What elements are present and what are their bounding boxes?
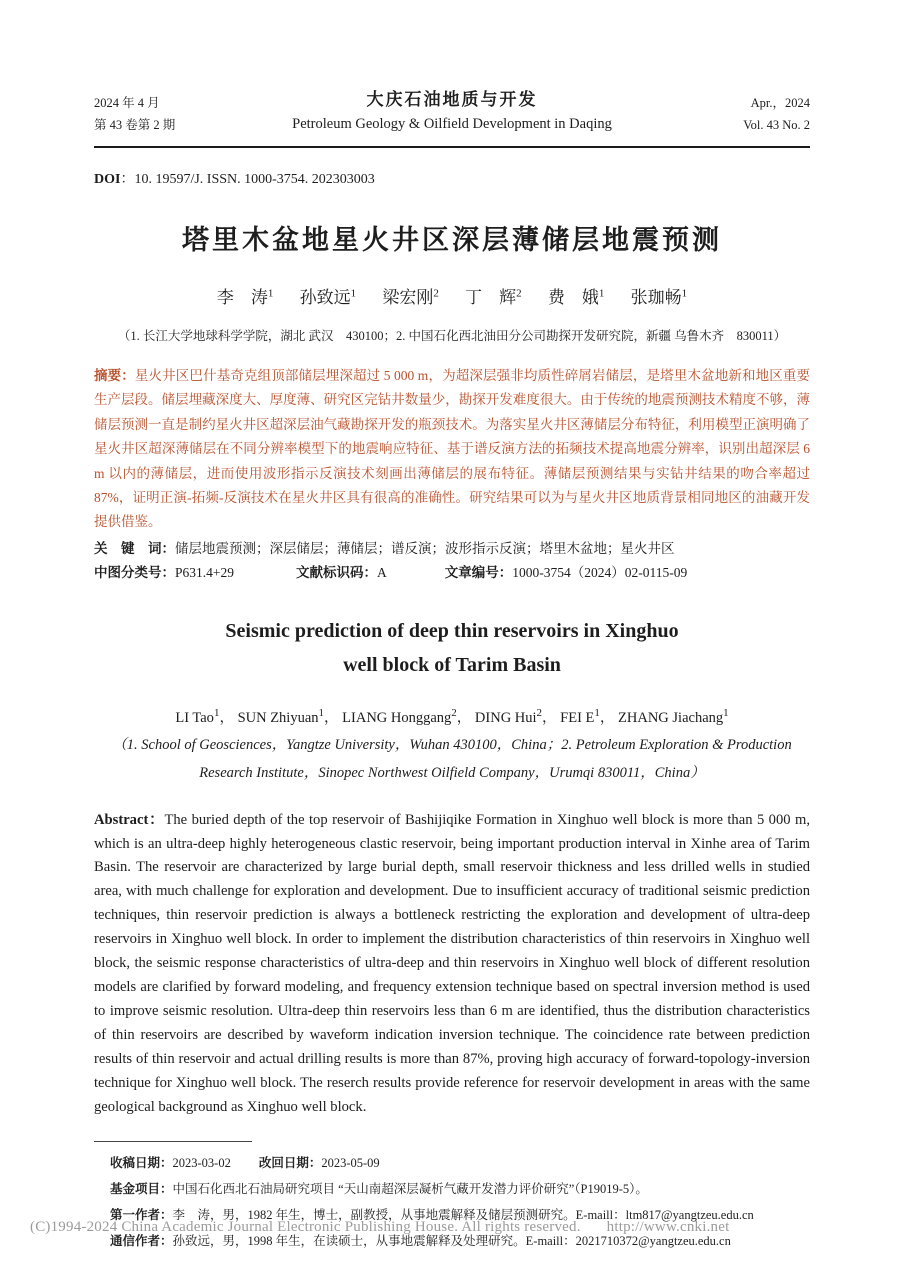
abstract-text-cn: 星火井区巴什基奇克组顶部储层埋深超过 5 000 m，为超深层强非均质性碎屑岩储层，是塔里木盆地新和地区重要生产层段。储层埋藏深度大、厚度薄、研究区完钻井数量少，勘探开发难度很大。由于传统的地震预测技术精度不够，薄储层预测一直是制约星火井区超深层油气藏勘探开发的瓶颈技术。为落实星火井区薄储层分布特征，利用模型正演明确了星火井区超深薄储层在不同分辨率模型下的地震响应特征、基于谱反演方法的拓频技术提高地震分辨率，识别出超深层 6 m 以内的薄储层，进而使用波形指示反演技术刻画出薄储层的展布特征。薄储层预测结果与实钻井结果的吻合率超过 87%，证明正演-拓频-反演技术在星火井区具有很高的准确性。研究结果可以为与星火井区地质背景相同地区的油藏开发提供借鉴。 [94, 368, 811, 530]
author-list-en [94, 706, 810, 727]
abstract-en [94, 809, 810, 1120]
author-en [237, 706, 339, 726]
author-cn [548, 288, 605, 307]
keywords-line [94, 537, 810, 561]
footnote-block [94, 1150, 810, 1254]
journal-issue-en: Vol. 43 No. 2 [743, 118, 810, 132]
abstract-cn [94, 364, 810, 535]
author-affil-sup: 2 [536, 706, 543, 719]
author-separator: ， [324, 709, 339, 726]
clc-segment [94, 561, 234, 585]
doi-value: ：10. 19597/J. ISSN. 1000-3754. 202303003 [120, 172, 375, 187]
author-name: 李 涛 [216, 288, 268, 307]
affiliation-en-line1: （1. School of Geosciences，Yangtze University，Wuhan 430100，China；2. Petroleum Exploration & Production [112, 736, 792, 753]
author-name: 梁宏刚 [382, 288, 434, 307]
journal-header [94, 0, 810, 148]
clc-label: 中图分类号： [94, 565, 175, 582]
author-affil-sup: 1 [598, 287, 605, 300]
article-id-label: 文章编号： [444, 565, 513, 582]
footnote-fund [110, 1176, 810, 1202]
author-cn [217, 288, 274, 307]
doc-code-label: 文献标识码： [296, 565, 377, 582]
keywords-text: 储层地震预测；深层储层；薄储层；谱反演；波形指示反演；塔里木盆地；星火井区 [175, 540, 675, 556]
author-name: SUN Zhiyuan [237, 709, 319, 726]
received-date-label: 收稿日期： [110, 1155, 173, 1171]
author-affil-sup: 2 [433, 287, 439, 300]
journal-issue-cn: 第 43 卷第 2 期 [94, 118, 176, 132]
author-affil-sup: 2 [516, 287, 522, 300]
abstract-label-en: Abstract： [94, 811, 165, 828]
author-name: LIANG Honggang [342, 709, 452, 726]
article-id-segment [445, 561, 688, 585]
author-en [560, 706, 615, 726]
author-separator: ， [219, 709, 234, 726]
received-date-value: 2023-03-02 [172, 1156, 231, 1171]
author-separator: ， [599, 709, 615, 726]
page-content [94, 0, 810, 1254]
author-name: ZHANG Jiachang [618, 709, 724, 726]
author-name: 费 娥 [547, 288, 599, 307]
author-list-cn [94, 283, 810, 308]
abstract-text-en: The buried depth of the top reservoir of Bashijiqike Formation in Xinghuo well block is more than 5 000 m, which is an ultra-deep highly heterogeneous clastic reservoir, being important production interval in Xinhe area of Tarim Basin. The reservoir are characterized by large burial depth, small reservoir thickness and less drilled wells in studied area, with much challenge for exploration and development. Due to insufficient accuracy of traditional seismic prediction techniques, thin reservoir prediction is always a bottleneck restricting the exploration and development of ultra-deep reservoirs in Xinghuo well block. In order to implement the distribution characteristics of thin reservoirs in Xinghuo well block, the seismic response characteristics of ultra-deep and thin reservoirs in Xinghuo well block of different resolution models are clarified by forward modeling, and frequency extension technique based on spectral inversion method is used to improve seismic resolution. Ultra-deep thin reservoirs less than 6 m are identified, thus the distribution characteristics of thin reservoirs are described by waveform indication inversion technique. The coincidence rate between prediction results of thin reservoir and actual drilling results is more than 87%, proving high accuracy of forward-topology-inversion technique for Xinghuo well block. The reserch results provide reference for reservoir development in areas with the same geological background as Xinghuo well block. [94, 811, 810, 1115]
journal-date-en: Apr.，2024 [750, 96, 810, 110]
journal-date-issue-en [660, 92, 810, 136]
author-separator: ， [456, 709, 472, 726]
journal-date-issue-cn [94, 92, 244, 136]
fund-label: 基金项目： [110, 1181, 173, 1197]
author-cn [631, 288, 688, 307]
journal-title-cn: 大庆石油地质与开发 [366, 90, 538, 109]
doi-line [94, 168, 810, 188]
author-name: LI Tao [175, 709, 214, 726]
author-affil-sup: 1 [318, 706, 325, 719]
author-affil-sup: 1 [267, 287, 274, 300]
clc-value: P631.4+29 [175, 565, 234, 581]
article-id-value: 1000-3754（2024）02-0115-09 [512, 565, 688, 581]
doc-code-segment [296, 561, 387, 585]
first-author-value: 李 涛，男，1982 年生，博士，副教授，从事地震解释及储层预测研究。E-maill：ltm817@yangtzeu.edu.cn [172, 1208, 754, 1223]
footnote-divider [94, 1141, 252, 1142]
journal-titles [244, 88, 660, 136]
abstract-label-cn: 摘要： [94, 368, 135, 384]
fund-value: 中国石化西北石油局研究项目 “天山南超深层凝析气藏开发潜力评价研究”（P19019-5）。 [172, 1182, 648, 1197]
revised-date-label: 改回日期： [258, 1155, 322, 1171]
corresponding-author-label: 通信作者： [110, 1233, 173, 1249]
author-affil-sup: 1 [350, 287, 357, 300]
revised-date-value: 2023-05-09 [321, 1156, 380, 1171]
author-name: 张珈畅 [630, 288, 682, 307]
author-affil-sup: 1 [213, 706, 220, 719]
cnki-url: http://www.cnki.net [606, 1219, 730, 1235]
author-cn [382, 288, 439, 307]
classification-line [94, 561, 810, 585]
author-name: 孙致远 [299, 288, 351, 307]
article-title-en-line1: Seismic prediction of deep thin reservoirs in Xinghuo [225, 619, 679, 642]
affiliation-en [94, 731, 810, 787]
author-name: DING Hui [474, 709, 537, 726]
author-en [175, 706, 234, 726]
first-author-label: 第一作者： [110, 1207, 173, 1223]
journal-date-cn: 2024 年 4 月 [94, 96, 160, 110]
author-affil-sup: 1 [723, 706, 729, 719]
article-title-en-line2: well block of Tarim Basin [343, 653, 561, 676]
doi-label: DOI [94, 172, 121, 187]
author-name: FEI E [560, 709, 595, 726]
affiliation-cn: （1. 长江大学地球科学学院，湖北 武汉 430100；2. 中国石化西北油田分公司勘探开发研究院，新疆 乌鲁木齐 830011） [117, 329, 787, 343]
corresponding-author-value: 孙致远，男，1998 年生，在读硕士，从事地震解释及处理研究。E-maill：2021710372@yangtzeu.edu.cn [172, 1234, 731, 1249]
cnki-copyright-bar [30, 1219, 729, 1236]
journal-title-en: Petroleum Geology & Oilfield Development in Daqing [292, 116, 612, 132]
author-separator: ， [542, 709, 557, 726]
author-affil-sup: 1 [594, 706, 600, 719]
author-en [342, 706, 472, 726]
article-title-en [94, 614, 810, 682]
copyright-text: (C)1994-2024 China Academic Journal Electronic Publishing House. All rights reserved. [30, 1219, 581, 1235]
author-affil-sup: 1 [681, 287, 688, 300]
affiliation-en-line2: Research Institute，Sinopec Northwest Oilfield Company，Urumqi 830011，China） [199, 764, 705, 781]
doc-code-value: A [377, 565, 387, 581]
author-affil-sup: 2 [451, 706, 457, 719]
footnote-dates [110, 1150, 810, 1176]
author-cn [300, 288, 357, 307]
keywords-label: 关 键 词： [94, 540, 175, 557]
author-name: 丁 辉 [465, 288, 517, 307]
author-cn [465, 288, 522, 307]
author-en [618, 706, 729, 726]
author-en [474, 706, 557, 726]
article-title-cn: 塔里木盆地星火井区深层薄储层地震预测 [182, 225, 722, 256]
